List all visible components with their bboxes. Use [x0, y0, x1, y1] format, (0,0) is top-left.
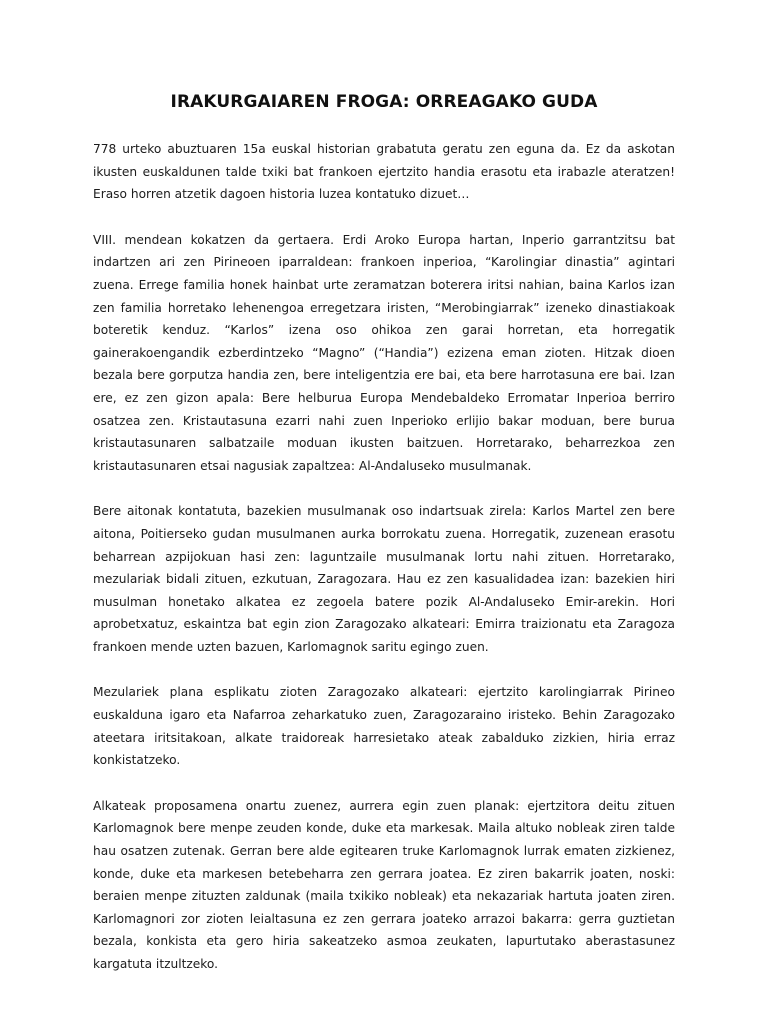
paragraph-4: Mezulariek plana esplikatu zioten Zaragozako alkateari: ejertzito karolingiarrak Pirineo euskalduna igaro eta Nafarroa zeharkatuko zuen, Zaragozaraino iristeko. Behin Zaragozako ateetara iritsitakoan, alkate traidoreak harresietako ateak zabalduko zizkien, hiria erraz konkistatzeko.	[93, 685, 675, 768]
paragraph-1: 778 urteko abuztuaren 15a euskal historian grabatuta geratu zen eguna da. Ez da askotan ikusten euskaldunen talde txiki bat frankoen ejertzito handia erasotu eta irabazle ateratzen! Eraso horren atzetik dagoen historia luzea kontatuko dizuet…	[93, 142, 675, 202]
paragraph-3: Bere aitonak kontatuta, bazekien musulmanak oso indartsuak zirela: Karlos Martel zen bere aitona, Poitierseko gudan musulmanen aurka borrokatu zuena. Horregatik, zuzenean erasotu beharrean azpijokuan hasi zen: laguntzaile musulmanak lortu nahi zituen. Horretarako, mezulariak bidali zituen, ezkutuan, Zaragozara. Hau ez zen kasualidadea izan: bazekien hiri musulman honetako alkatea ez zegoela batere pozik Al-Andaluseko Emir-arekin. Hori aprobetxatuz, eskaintza bat egin zion Zaragozako alkateari: Emirra traizionatu eta Zaragoza frankoen mende uzten bazuen, Karlomagnok saritu egingo zuen.	[93, 504, 675, 654]
document-title: IRAKURGAIAREN FROGA: ORREAGAKO GUDA	[170, 92, 598, 112]
document-page	[93, 88, 675, 999]
paragraph-2: VIII. mendean kokatzen da gertaera. Erdi Aroko Europa hartan, Inperio garrantzitsu bat indartzen ari zen Pirineoen iparraldean: frankoen inperioa, “Karolingiar dinastia” agintari zuena. Errege familia honek hainbat urte zeramatzan boterera iritsi nahian, baina Karlos izan zen familia horretako lehenengoa erregetzara iristen, “Merobingiarrak” izeneko dinastiakoak boteretik kenduz. “Karlos” izena oso ohikoa zen garai horretan, eta horregatik gainerakoengandik ezberdintzeko “Magno” (“Handia”) ezizena eman zioten. Hitzak dioen bezala bere gorputza handia zen, bere inteligentzia ere bai, eta bere harrotasuna ere bai. Izan ere, ez zen gizon apala: Bere helburua Europa Mendebaldeko Erromatar Inperioa berriro osatzea zen. Kristautasuna ezarri nahi zuen Inperioko erlijio bakar moduan, bere burua kristautasunaren salbatzaile moduan ikusten baitzuen. Horretarako, beharrezkoa zen kristautasunaren etsai nagusiak zapaltzea: Al-Andaluseko musulmanak.	[93, 232, 675, 473]
paragraph-5: Alkateak proposamena onartu zuenez, aurrera egin zuen planak: ejertzitora deitu zituen Karlomagnok bere menpe zeuden konde, duke eta markesak. Maila altuko nobleak ziren talde hau osatzen zutenak. Gerran bere alde egitearen truke Karlomagnok lurrak ematen zizkienez, konde, duke eta markesen betebeharra zen gerrara joatea. Ez ziren bakarrik joaten, noski: beraien menpe zituzten zaldunak (maila txikiko nobleak) eta nekazariak hartuta joaten ziren. Karlomagnori zor zioten leialtasuna ez zen gerrara joateko arrazoi bakarra: gerra guztietan bezala, konkista eta gero hiria sakeatzeko asmoa zeukaten, lapurtutako aberastasunez kargatuta itzultzeko.	[93, 798, 675, 971]
